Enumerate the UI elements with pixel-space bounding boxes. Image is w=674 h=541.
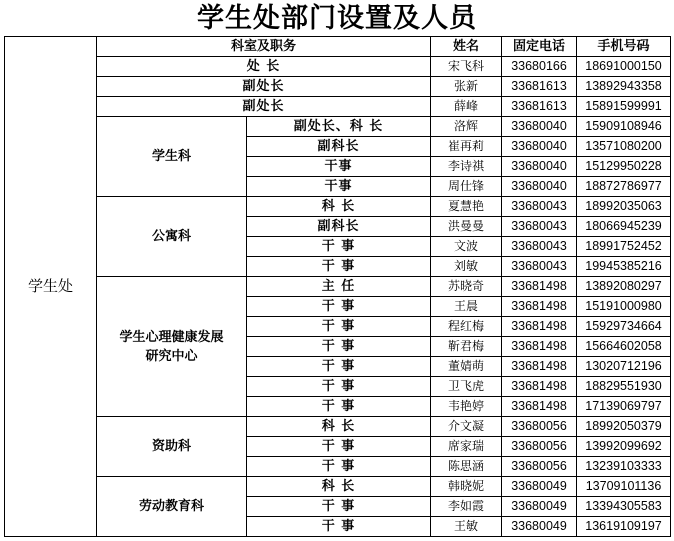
page-title: 学生处部门设置及人员 [197, 3, 477, 34]
table-row [5, 417, 671, 437]
table-row [5, 477, 671, 497]
phone-cell: 33680056 [502, 457, 577, 477]
section-name [97, 277, 247, 417]
mobile-cell: 15129950228 [577, 157, 671, 177]
role-cell: 副科长 [247, 217, 431, 237]
section-name: 资助科 [97, 417, 247, 477]
section-name: 学生科 [97, 117, 247, 197]
phone-cell: 33681498 [502, 357, 577, 377]
table-row [5, 97, 671, 117]
mobile-cell: 18872786977 [577, 177, 671, 197]
role-cell: 干 事 [247, 497, 431, 517]
phone-cell: 33680040 [502, 117, 577, 137]
role-cell: 处 长 [97, 57, 431, 77]
table-row [5, 117, 671, 137]
phone-cell: 33681498 [502, 297, 577, 317]
phone-cell: 33680040 [502, 137, 577, 157]
phone-cell: 33680056 [502, 417, 577, 437]
mobile-cell: 15891599991 [577, 97, 671, 117]
mobile-cell: 13892943358 [577, 77, 671, 97]
person-name: 周仕锋 [431, 177, 502, 197]
person-name: 张新 [431, 77, 502, 97]
header-dept: 科室及职务 [97, 37, 431, 57]
phone-cell: 33680166 [502, 57, 577, 77]
person-name: 夏慧艳 [431, 197, 502, 217]
phone-cell: 33680043 [502, 217, 577, 237]
mobile-cell: 17139069797 [577, 397, 671, 417]
section-name-line: 学生心理健康发展 [119, 329, 224, 345]
mobile-cell: 13892080297 [577, 277, 671, 297]
person-name: 崔再莉 [431, 137, 502, 157]
phone-cell: 33681613 [502, 97, 577, 117]
phone-cell: 33681498 [502, 397, 577, 417]
role-cell: 科 长 [247, 417, 431, 437]
role-cell: 干事 [247, 157, 431, 177]
person-name: 宋飞科 [431, 57, 502, 77]
person-name: 韩晓妮 [431, 477, 502, 497]
person-name: 董婧萌 [431, 357, 502, 377]
person-name: 文波 [431, 237, 502, 257]
staff-table [4, 36, 671, 537]
role-cell: 干 事 [247, 457, 431, 477]
phone-cell: 33681498 [502, 277, 577, 297]
mobile-cell: 15909108946 [577, 117, 671, 137]
mobile-cell: 13571080200 [577, 137, 671, 157]
mobile-cell: 18691000150 [577, 57, 671, 77]
role-cell: 干 事 [247, 297, 431, 317]
section-name-line: 研究中心 [145, 348, 198, 364]
person-name: 靳君梅 [431, 337, 502, 357]
role-cell: 干 事 [247, 317, 431, 337]
phone-cell: 33680056 [502, 437, 577, 457]
section-name: 公寓科 [97, 197, 247, 277]
mobile-cell: 13619109197 [577, 517, 671, 537]
person-name: 席家瑞 [431, 437, 502, 457]
role-cell: 干 事 [247, 397, 431, 417]
unit-cell: 学生处 [5, 37, 97, 537]
mobile-cell: 13992099692 [577, 437, 671, 457]
role-cell: 科 长 [247, 477, 431, 497]
phone-cell: 33680043 [502, 197, 577, 217]
mobile-cell: 13020712196 [577, 357, 671, 377]
person-name: 王敏 [431, 517, 502, 537]
role-cell: 干 事 [247, 517, 431, 537]
section-name: 劳动教育科 [97, 477, 247, 537]
mobile-cell: 18992050379 [577, 417, 671, 437]
mobile-cell: 19945385216 [577, 257, 671, 277]
role-cell: 副科长 [247, 137, 431, 157]
mobile-cell: 18066945239 [577, 217, 671, 237]
table-row [5, 57, 671, 77]
phone-cell: 33680040 [502, 157, 577, 177]
person-name: 洛辉 [431, 117, 502, 137]
role-cell: 干 事 [247, 237, 431, 257]
mobile-cell: 18992035063 [577, 197, 671, 217]
phone-cell: 33681498 [502, 317, 577, 337]
phone-cell: 33681613 [502, 77, 577, 97]
phone-cell: 33680040 [502, 177, 577, 197]
person-name: 洪曼曼 [431, 217, 502, 237]
role-cell: 副处长 [97, 97, 431, 117]
mobile-cell: 18829551930 [577, 377, 671, 397]
person-name: 韦艳婷 [431, 397, 502, 417]
mobile-cell: 18991752452 [577, 237, 671, 257]
role-cell: 主 任 [247, 277, 431, 297]
table-row [5, 77, 671, 97]
role-cell: 干 事 [247, 257, 431, 277]
table-row [5, 277, 671, 297]
role-cell: 干 事 [247, 357, 431, 377]
phone-cell: 33681498 [502, 377, 577, 397]
role-cell: 干事 [247, 177, 431, 197]
role-cell: 干 事 [247, 377, 431, 397]
phone-cell: 33681498 [502, 337, 577, 357]
person-name: 介文凝 [431, 417, 502, 437]
person-name: 苏晓奇 [431, 277, 502, 297]
person-name: 程红梅 [431, 317, 502, 337]
person-name: 李如霞 [431, 497, 502, 517]
table-row [5, 197, 671, 217]
mobile-cell: 15929734664 [577, 317, 671, 337]
role-cell: 干 事 [247, 437, 431, 457]
role-cell: 干 事 [247, 337, 431, 357]
mobile-cell: 13239103333 [577, 457, 671, 477]
person-name: 卫飞虎 [431, 377, 502, 397]
mobile-cell: 15664602058 [577, 337, 671, 357]
mobile-cell: 15191000980 [577, 297, 671, 317]
phone-cell: 33680049 [502, 517, 577, 537]
phone-cell: 33680049 [502, 477, 577, 497]
phone-cell: 33680049 [502, 497, 577, 517]
mobile-cell: 13709101136 [577, 477, 671, 497]
person-name: 李诗祺 [431, 157, 502, 177]
phone-cell: 33680043 [502, 257, 577, 277]
person-name: 王晨 [431, 297, 502, 317]
person-name: 薛峰 [431, 97, 502, 117]
role-cell: 科 长 [247, 197, 431, 217]
role-cell: 副处长、科 长 [247, 117, 431, 137]
header-row [5, 37, 671, 57]
person-name: 刘敏 [431, 257, 502, 277]
phone-cell: 33680043 [502, 237, 577, 257]
mobile-cell: 13394305583 [577, 497, 671, 517]
header-phone: 固定电话 [502, 37, 577, 57]
role-cell: 副处长 [97, 77, 431, 97]
person-name: 陈思涵 [431, 457, 502, 477]
header-mobile: 手机号码 [577, 37, 671, 57]
header-name: 姓名 [431, 37, 502, 57]
